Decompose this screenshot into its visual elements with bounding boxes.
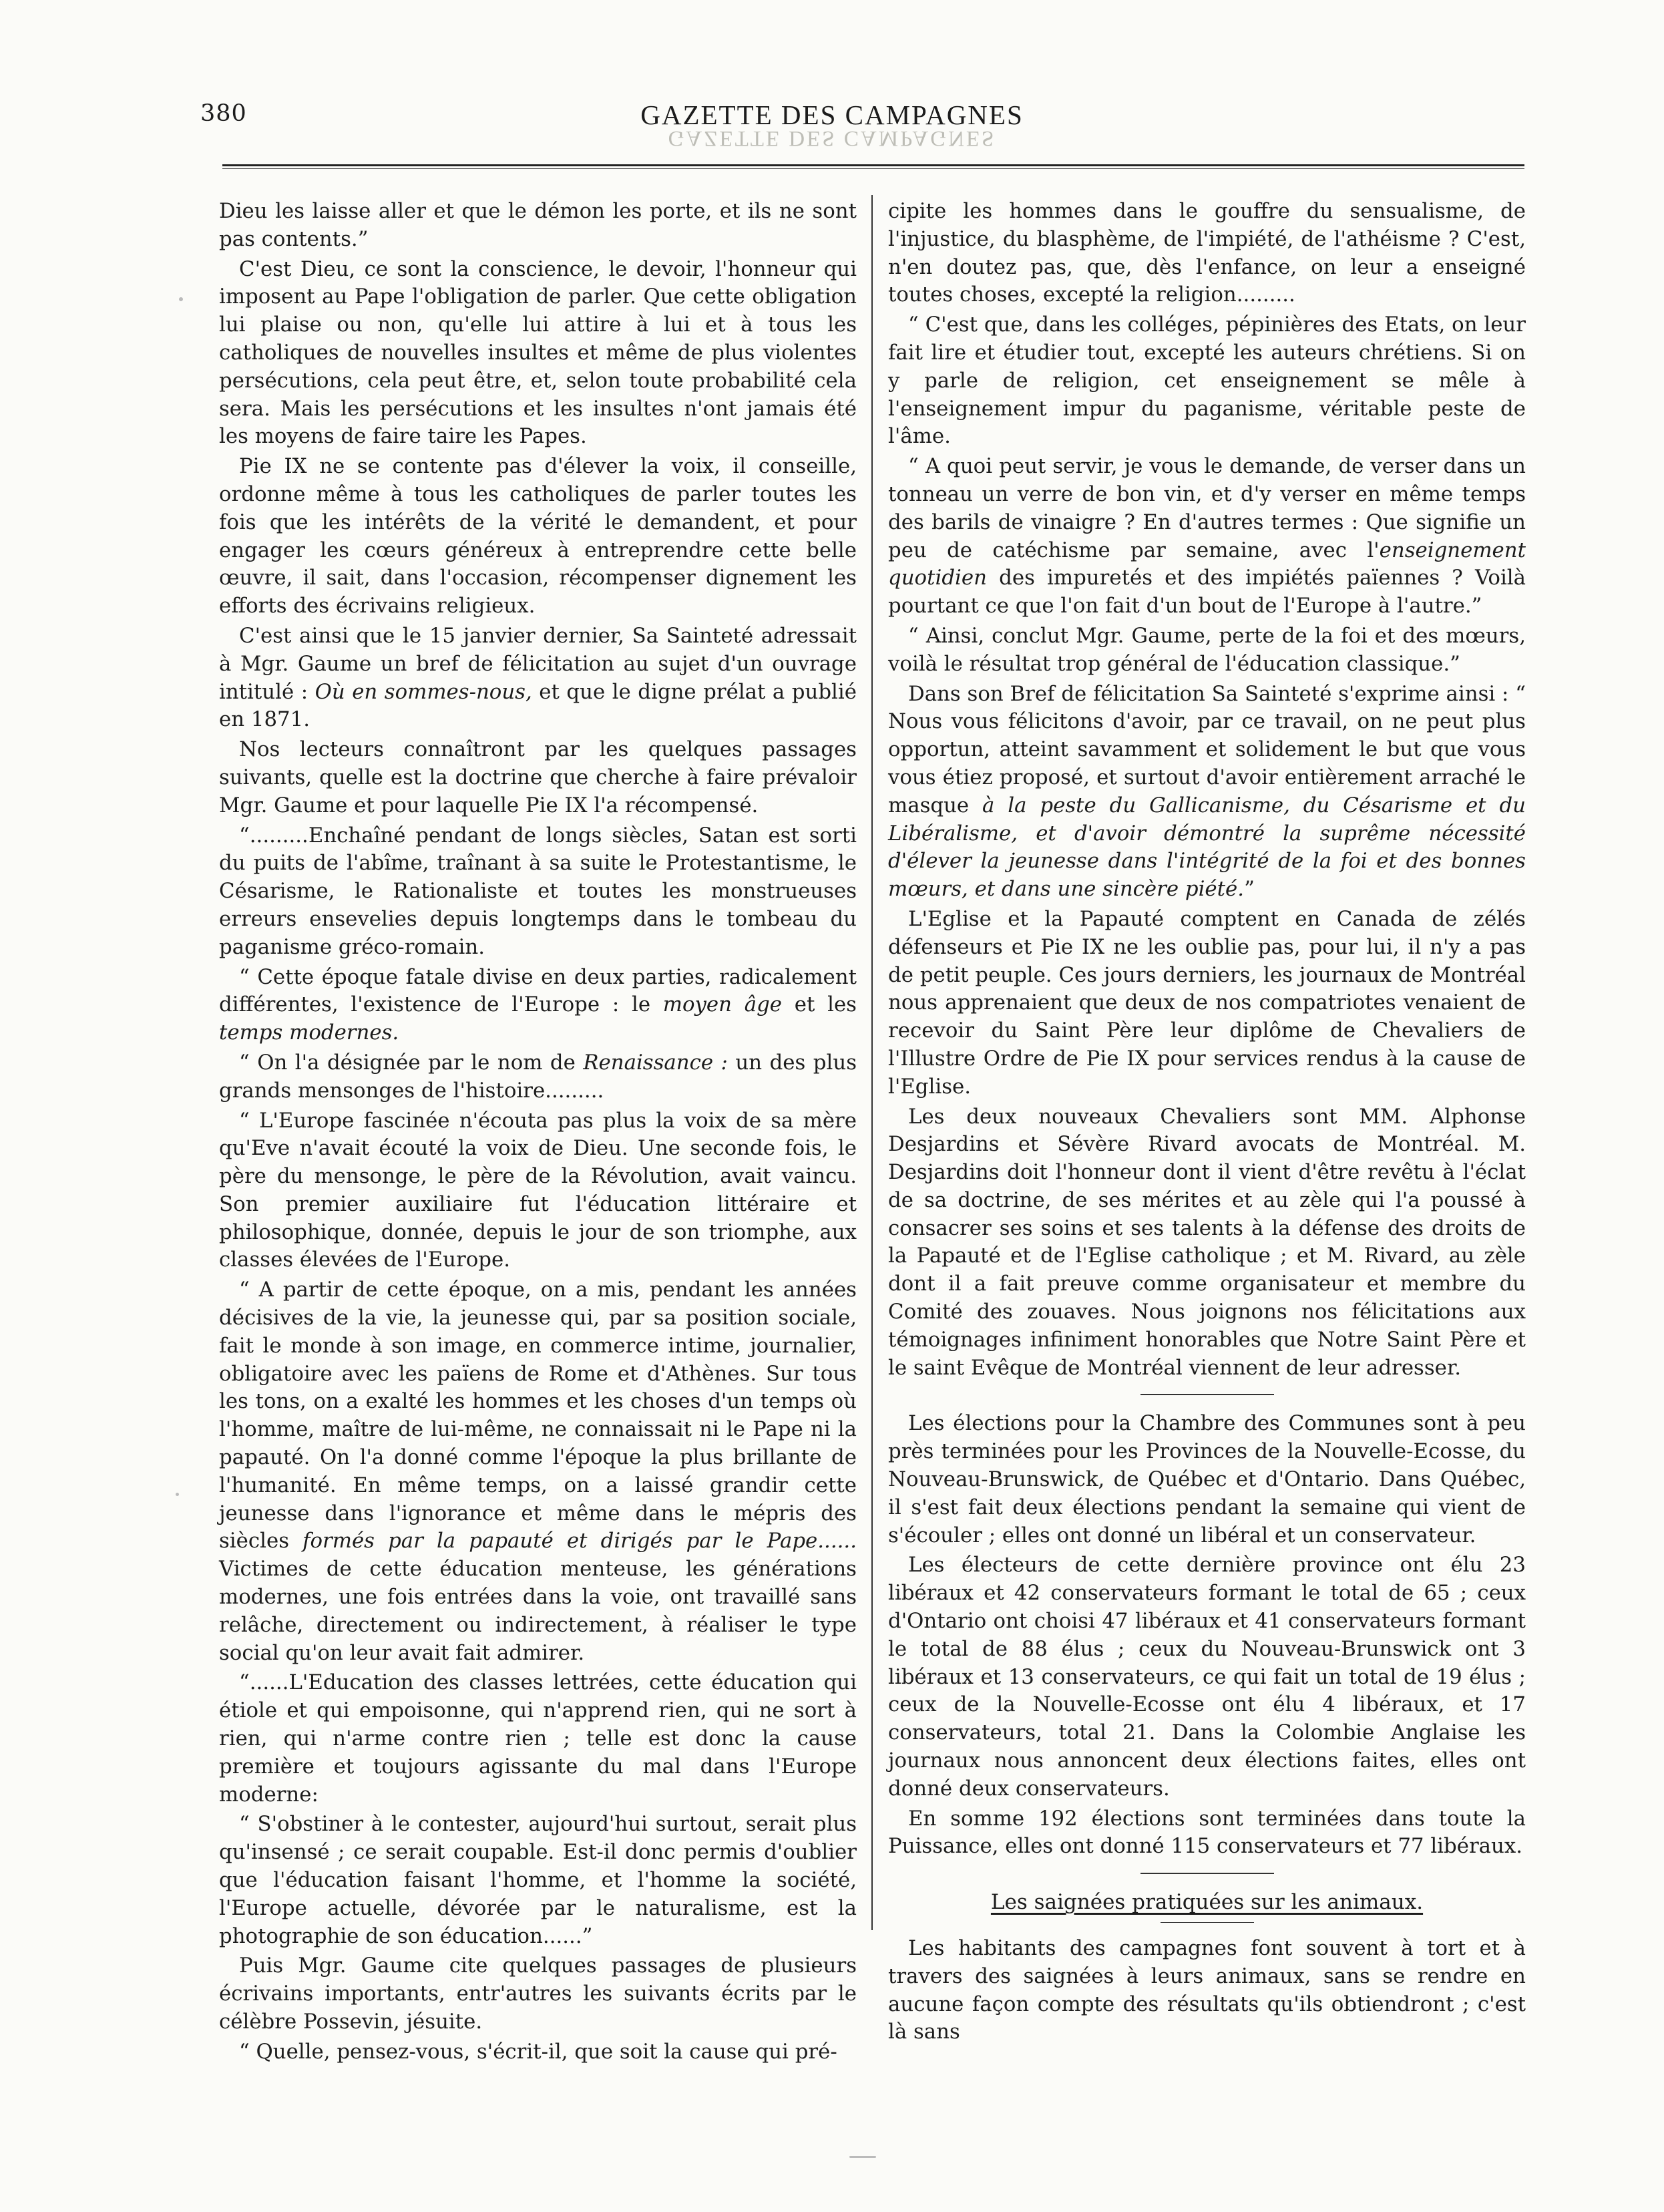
title-rule xyxy=(1161,1922,1254,1923)
paragraph: Les électeurs de cette dernière province ont élu 23 libéraux et 42 conservateurs formant le total de 65 ; ceux d'Ontario ont choisi 47 libéraux et 41 conservateurs formant le total de 88 élus ; ceux du Nouveau-Brunswick ont 3 libéraux et 13 conservateurs, ce qui fait un total de 19 élus ; ceux de la Nouvelle-Ecosse ont élu 4 libéraux, et 17 conservateurs, total 21. Dans la Colombie Anglaise les journaux nous annoncent deux élections faites, elles ont donné deux conservateurs. xyxy=(888,1553,1526,1801)
right-column xyxy=(888,198,1526,2044)
paragraph: “ Ainsi, conclut Mgr. Gaume, perte de la foi et des mœurs, voilà le résultat trop général de l'éducation classique.” xyxy=(888,623,1526,676)
paragraph: “ Quelle, pensez-vous, s'écrit-il, que soit la cause qui pré- xyxy=(239,2039,837,2064)
text-run: des impuretés et des impiétés païennes ? Voilà pourtant ce que l'on fait d'un bout de l'Europe à l'autre.” xyxy=(888,566,1526,618)
emphasis: Renaissance : xyxy=(583,1050,728,1075)
text-run: ” xyxy=(1244,877,1255,902)
paragraph xyxy=(219,1276,857,1667)
text-run: un des plus grands mensonges de l'histoire......... xyxy=(219,1050,857,1103)
emphasis: moyen âge xyxy=(662,992,783,1017)
page-number: 380 xyxy=(200,100,247,127)
masthead-title: GAZETTE DES CAMPAGNES xyxy=(640,100,1024,130)
header-rule-thin xyxy=(222,168,1524,169)
text-run: et que le digne prélat a publié en 1871. xyxy=(219,679,857,732)
text-run: Victimes de cette éducation menteuse, les générations modernes, une fois entrées dans la voie, ont travaillé sans relâche, directement ou indirectement, à réaliser le type social qu'on leur avait fait admirer. xyxy=(219,1557,857,1665)
paragraph: “ C'est que, dans les colléges, pépinières des Etats, on leur fait lire et étudier tout, excepté les auteurs chrétiens. Si on y parle de religion, cet enseignement se mêle à l'enseignement impur du paganisme, véritable peste de l'âme. xyxy=(888,313,1526,449)
paragraph: cipite les hommes dans le gouffre du sensualisme, de l'injustice, du blasphème, de l'impiété, de l'athéisme ? C'est, n'en doutez pas, que, dès l'enfance, on leur a enseigné toutes choses, excepté la religion......... xyxy=(888,199,1526,307)
ink-blot xyxy=(179,297,183,301)
paragraph: Puis Mgr. Gaume cite quelques passages de plusieurs écrivains importants, entr'autres les suivants écrits par le célèbre Possevin, jésuite. xyxy=(219,1954,857,2034)
text-run: Dans son Bref de félicitation Sa Sainteté s'exprime ainsi : “ Nous vous félicitons d'avoir, par ce travail, on ne peut plus opportun, atteint savamment et solidement le but que vous vous étiez proposé, et surtout d'avoir entièrement arraché le masque xyxy=(888,681,1526,817)
emphasis: à la peste du Gallicanisme, du Césarisme et du Libéralisme, et d'avoir démontré la suprême nécessité d'élever la jeunesse dans l'intégrité de la foi et des bonnes mœurs, et dans une sincère piété. xyxy=(888,793,1526,902)
paragraph xyxy=(219,622,857,734)
paragraph: Les habitants des campagnes font souvent à tort et à travers des saignées à leurs animaux, sans se rendre en aucune façon compte des résultats qu'ils obtiendront ; c'est là sans xyxy=(888,1936,1526,2044)
text-run: “ A partir de cette époque, on a mis, pendant les années décisives de la vie, la jeunesse qui, par sa position sociale, fait le monde à son image, en commerce intime, journalier, obligatoire avec les païens de Rome et d'Athènes. Sur tous les tons, on a exalté les hommes et les choses d'un temps où l'homme, maître de lui-même, ne connaissait ni le Pape ni la papauté. On l'a donné comme l'époque la plus brillante de l'humanité. En même temps, on a laissé grandir cette jeunesse dans l'ignorance et même dans le mépris des siècles xyxy=(219,1278,857,1553)
paragraph xyxy=(888,453,1526,620)
separator-rule xyxy=(1140,1394,1274,1395)
header-rule xyxy=(222,164,1524,166)
paragraph: En somme 192 élections sont terminées dans toute la Puissance, elles ont donné 115 conservateurs et 77 libéraux. xyxy=(888,1806,1526,1859)
paragraph xyxy=(219,1049,857,1105)
emphasis: enseignement quotidien xyxy=(888,538,1526,590)
book-title: Où en sommes-nous, xyxy=(315,679,532,704)
masthead-bleedthrough: GAZETTE DES CAMPAGNES xyxy=(668,126,996,150)
emphasis: temps modernes. xyxy=(219,1021,399,1045)
paragraph: “ S'obstiner à le contester, aujourd'hui surtout, serait plus qu'insensé ; ce serait coupable. Est-il donc permis d'oublier que l'éducation faisant l'homme, et l'homme la société, l'Europe actuelle, dévorée par le naturalisme, est la photographie de son éducation......” xyxy=(219,1812,857,1948)
paragraph: “......L'Education des classes lettrées, cette éducation qui étiole et qui empoisonne, qui n'apprend rien, qui ne sort à rien, qui n'arme contre rien ; telle est donc la cause première et toujours agissante du mal dans l'Europe moderne: xyxy=(219,1670,857,1807)
paragraph: Dieu les laisse aller et que le démon les porte, et ils ne sont pas contents.” xyxy=(219,199,857,251)
paragraph: “.........Enchaîné pendant de longs siècles, Satan est sorti du puits de l'abîme, traînant à sa suite le Protestantisme, le Césarisme, le Rationaliste et toutes les monstrueuses erreurs ensevelies depuis longtemps dans le tombeau du paganisme gréco-romain. xyxy=(219,823,857,959)
ink-blot xyxy=(176,1493,179,1496)
text-run: “ Cette époque fatale divise en deux parties, radicalement différentes, l'existence de l'Europe : le xyxy=(219,964,857,1017)
emphasis: formés par la papauté et dirigés par le Pape...... xyxy=(302,1529,857,1553)
paragraph: Nos lecteurs connaîtront par les quelques passages suivants, quelle est la doctrine que cherche à faire prévaloir Mgr. Gaume et pour laquelle Pie IX l'a récompensé. xyxy=(219,737,857,817)
left-column xyxy=(219,198,857,2064)
column-divider xyxy=(871,195,873,1930)
paragraph xyxy=(888,681,1526,904)
ink-blot xyxy=(849,2156,876,2158)
section-title: Les saignées pratiquées sur les animaux. xyxy=(990,1890,1424,1915)
text-run: C'est ainsi que le 15 janvier dernier, Sa Sainteté adressait à Mgr. Gaume un bref de félicitation au sujet d'un ouvrage intitulé : xyxy=(219,623,857,704)
text-run: “ A quoi peut servir, je vous le demande, de verser dans un tonneau un verre de bon vin, et d'y verser en même temps des barils de vinaigre ? En d'autres termes : Que signifie un peu de catéchisme par semaine, avec l' xyxy=(888,454,1526,562)
paragraph: L'Eglise et la Papauté comptent en Canada de zélés défenseurs et Pie IX ne les oublie pas, pour lui, il n'y a pas de petit peuple. Ces jours derniers, les journaux de Montréal nous apprenaient que deux de nos compatriotes venaient de recevoir du Saint Père leur diplôme de Chevaliers de l'Illustre Ordre de Pie IX pour services rendus à la cause de l'Eglise. xyxy=(888,906,1526,1099)
text-run: et les xyxy=(782,992,857,1017)
separator-rule xyxy=(1140,1873,1274,1874)
paragraph: Pie IX ne se contente pas d'élever la voix, il conseille, ordonne même à tous les catholiques de parler toutes les fois que les intérêts de la vérité le demandent, et pour engager les cœurs généreux à entreprendre cette belle œuvre, il sait, dans l'occasion, récompenser dignement les efforts des écrivains religieux. xyxy=(219,454,857,618)
text-run: “ On l'a désignée par le nom de xyxy=(239,1050,584,1075)
paragraph: C'est Dieu, ce sont la conscience, le devoir, l'honneur qui imposent au Pape l'obligation de parler. Que cette obligation lui plaise ou non, qu'elle lui attire à lui et à tous les catholiques de nouvelles insultes et même de plus violentes persécutions, cela peut être, et, selon toute probabilité cela sera. Mais les persécutions et les insultes n'ont jamais été les moyens de faire taire les Papes. xyxy=(219,256,857,449)
paragraph xyxy=(219,964,857,1047)
paragraph: Les élections pour la Chambre des Communes sont à peu près terminées pour les Provinces de la Nouvelle-Ecosse, du Nouveau-Brunswick, de Québec et d'Ontario. Dans Québec, il s'est fait deux élections pendant la semaine qui vient de s'écouler ; elles ont donné un libéral et un conservateur. xyxy=(888,1411,1526,1547)
paragraph: “ L'Europe fascinée n'écouta pas plus la voix de sa mère qu'Eve n'avait écouté la voix de Dieu. Une seconde fois, le père du mensonge, le père de la Révolution, avait vaincu. Son premier auxiliaire fut l'éducation littéraire et philosophique, donnée, depuis le jour de son triomphe, aux classes élevées de l'Europe. xyxy=(219,1108,857,1272)
paragraph: Les deux nouveaux Chevaliers sont MM. Alphonse Desjardins et Sévère Rivard avocats de Montréal. M. Desjardins doit l'honneur dont il vient d'être revêtu à l'éclat de sa doctrine, de ses mérites et au zèle qui l'a poussé à consacrer ses soins et ses talents à la défense des droits de la Papauté et de l'Eglise catholique ; et M. Rivard, au zèle dont il a fait preuve comme organisateur et membre du Comité des zouaves. Nous joignons nos félicitations aux témoignages infiniment honorables que Notre Saint Père et le saint Evêque de Montréal viennent de leur adresser. xyxy=(888,1104,1526,1380)
